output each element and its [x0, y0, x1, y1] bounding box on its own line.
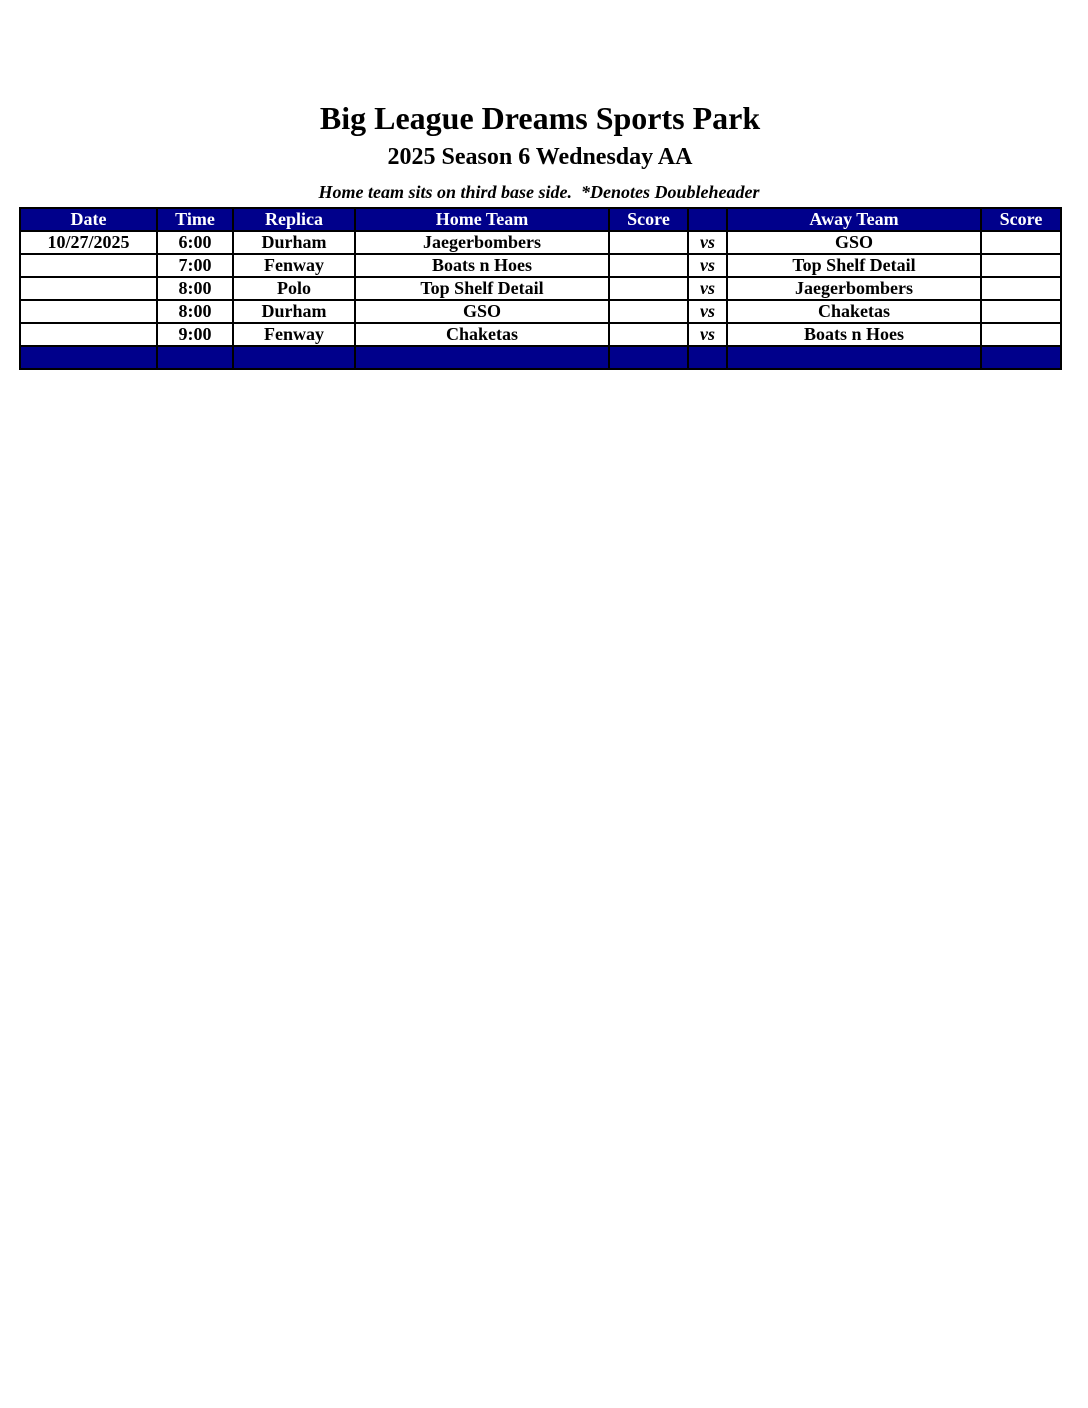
column-header-away-score: Score [981, 208, 1061, 231]
column-header-home-score: Score [609, 208, 688, 231]
footer-cell [233, 346, 355, 369]
date-cell: 10/27/2025 [20, 231, 157, 254]
column-header-away-team: Away Team [727, 208, 981, 231]
footer-cell [20, 346, 157, 369]
footer-cell [727, 346, 981, 369]
time-cell: 8:00 [157, 300, 233, 323]
time-cell: 7:00 [157, 254, 233, 277]
replica-cell: Fenway [233, 323, 355, 346]
time-cell: 8:00 [157, 277, 233, 300]
vs-cell: vs [688, 254, 727, 277]
table-row [20, 323, 1061, 346]
home-score-cell [609, 323, 688, 346]
column-header-vs [688, 208, 727, 231]
home-score-cell [609, 231, 688, 254]
table-row [20, 300, 1061, 323]
home-team-cell: Top Shelf Detail [355, 277, 609, 300]
away-score-cell [981, 300, 1061, 323]
column-header-home-team: Home Team [355, 208, 609, 231]
footer-cell [355, 346, 609, 369]
date-cell [20, 323, 157, 346]
away-score-cell [981, 231, 1061, 254]
replica-cell: Polo [233, 277, 355, 300]
footer-cell [609, 346, 688, 369]
home-score-cell [609, 277, 688, 300]
time-cell: 9:00 [157, 323, 233, 346]
home-team-cell: GSO [355, 300, 609, 323]
time-cell: 6:00 [157, 231, 233, 254]
vs-cell: vs [688, 323, 727, 346]
home-team-cell: Jaegerbombers [355, 231, 609, 254]
replica-cell: Durham [233, 231, 355, 254]
schedule-note: Home team sits on third base side. *Denotes Doubleheader [318, 182, 760, 202]
column-header-replica: Replica [233, 208, 355, 231]
home-score-cell [609, 254, 688, 277]
schedule-table [19, 207, 1062, 370]
date-cell [20, 300, 157, 323]
away-team-cell: Top Shelf Detail [727, 254, 981, 277]
away-team-cell: Jaegerbombers [727, 277, 981, 300]
away-score-cell [981, 323, 1061, 346]
page-title: Big League Dreams Sports Park [319, 100, 761, 136]
home-team-cell: Chaketas [355, 323, 609, 346]
table-row [20, 254, 1061, 277]
column-header-time: Time [157, 208, 233, 231]
home-team-cell: Boats n Hoes [355, 254, 609, 277]
page-subtitle: 2025 Season 6 Wednesday AA [387, 144, 693, 170]
header-row [20, 208, 1061, 231]
vs-cell: vs [688, 231, 727, 254]
footer-cell [981, 346, 1061, 369]
home-score-cell [609, 300, 688, 323]
replica-cell: Durham [233, 300, 355, 323]
table-row [20, 231, 1061, 254]
date-cell [20, 277, 157, 300]
away-team-cell: Boats n Hoes [727, 323, 981, 346]
away-score-cell [981, 277, 1061, 300]
table-footer-row [20, 346, 1061, 369]
vs-cell: vs [688, 300, 727, 323]
date-cell [20, 254, 157, 277]
column-header-date: Date [20, 208, 157, 231]
footer-cell [157, 346, 233, 369]
away-score-cell [981, 254, 1061, 277]
table-row [20, 277, 1061, 300]
vs-cell: vs [688, 277, 727, 300]
away-team-cell: Chaketas [727, 300, 981, 323]
footer-cell [688, 346, 727, 369]
away-team-cell: GSO [727, 231, 981, 254]
replica-cell: Fenway [233, 254, 355, 277]
